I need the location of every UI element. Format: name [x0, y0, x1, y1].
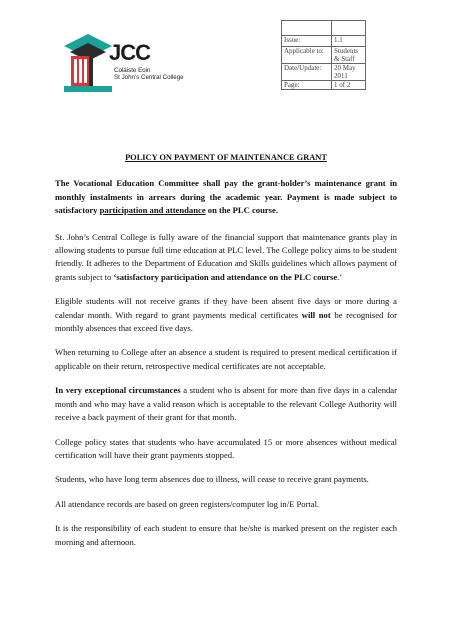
info-row — [282, 81, 366, 90]
paragraph-eligibility: Eligible students will not receive grants if they have been absent five days or more during a calendar month. With regard to grant payments medical certificates will not be recognised for monthly absences that exceed five days. — [55, 296, 397, 334]
logo-english-name: St John's Central College — [114, 74, 184, 81]
logo-mark-text: St — [93, 50, 100, 57]
info-label: Applicable to: — [282, 47, 332, 64]
info-value: 1.1 — [332, 36, 366, 47]
info-row-blank — [282, 21, 366, 36]
info-row — [282, 47, 366, 64]
policy-body — [55, 151, 397, 560]
paragraph-long-term-absences: Students, who have long term absences due to illness, will cease to receive grant payments. — [55, 474, 369, 485]
info-label: Page: — [282, 81, 332, 90]
info-value: 1 of 2 — [332, 81, 366, 90]
logo-acronym: JCC — [109, 40, 151, 65]
logo-irish-name: Coláiste Eoin — [114, 67, 151, 74]
info-row — [282, 64, 366, 81]
paragraph-student-responsibility: It is the responsibility of each student to ensure that he/she is marked present on the register each morning and afternoon. — [55, 523, 397, 547]
paragraph-exceptional-circumstances: In very exceptional circumstances a student who is absent for more than five days in a calendar month and who may have a valid reason which is acceptable to the relevant College Authority will receive a back payment of their grant for that month. — [55, 385, 397, 423]
college-logo — [62, 30, 202, 100]
paragraph-college-support: St. John’s Central College is fully aware of the financial support that maintenance grants play in allowing students to pursue full time education at PLC level. The College policy aims to be student friendly. It adheres to the Department of Education and Skills guidelines which allows payment of grants subject to ‘satisfactory participation and attendance on the PLC course.’ — [55, 231, 397, 282]
bold-phrase: ‘satisfactory participation and attendance on the PLC course — [113, 271, 338, 282]
bold-phrase: will not — [301, 309, 331, 320]
paragraph-accumulated-absences: College policy states that students who have accumulated 15 or more absences without medical certification will have their grant payments stopped. — [55, 436, 397, 460]
info-label: Date/Update: — [282, 64, 332, 81]
page-title: POLICY ON PAYMENT OF MAINTENANCE GRANT — [125, 153, 327, 162]
underlined-phrase: participation and attendance — [99, 205, 206, 216]
bold-phrase: In very exceptional circumstances — [55, 385, 181, 396]
paragraph-payment-terms: The Vocational Education Committee shall pay the grant-holder’s maintenance grant in monthly instalments in arrears during the academic year. Payment is made subject to satisfactory participation and attendance on the PLC course. — [55, 178, 397, 216]
info-value: 20 May 2011 — [332, 64, 366, 81]
info-label: Issue: — [282, 36, 332, 47]
info-value: Students & Staff — [332, 47, 366, 64]
paragraph-medical-certification: When returning to College after an absence a student is required to present medical certification if applicable on their return, retrospective medical certificates are not acceptable. — [55, 347, 397, 371]
document-info-table — [281, 20, 366, 90]
paragraph-attendance-records: All attendance records are based on green registers/computer log in/E Portal. — [55, 498, 320, 509]
info-row — [282, 36, 366, 47]
